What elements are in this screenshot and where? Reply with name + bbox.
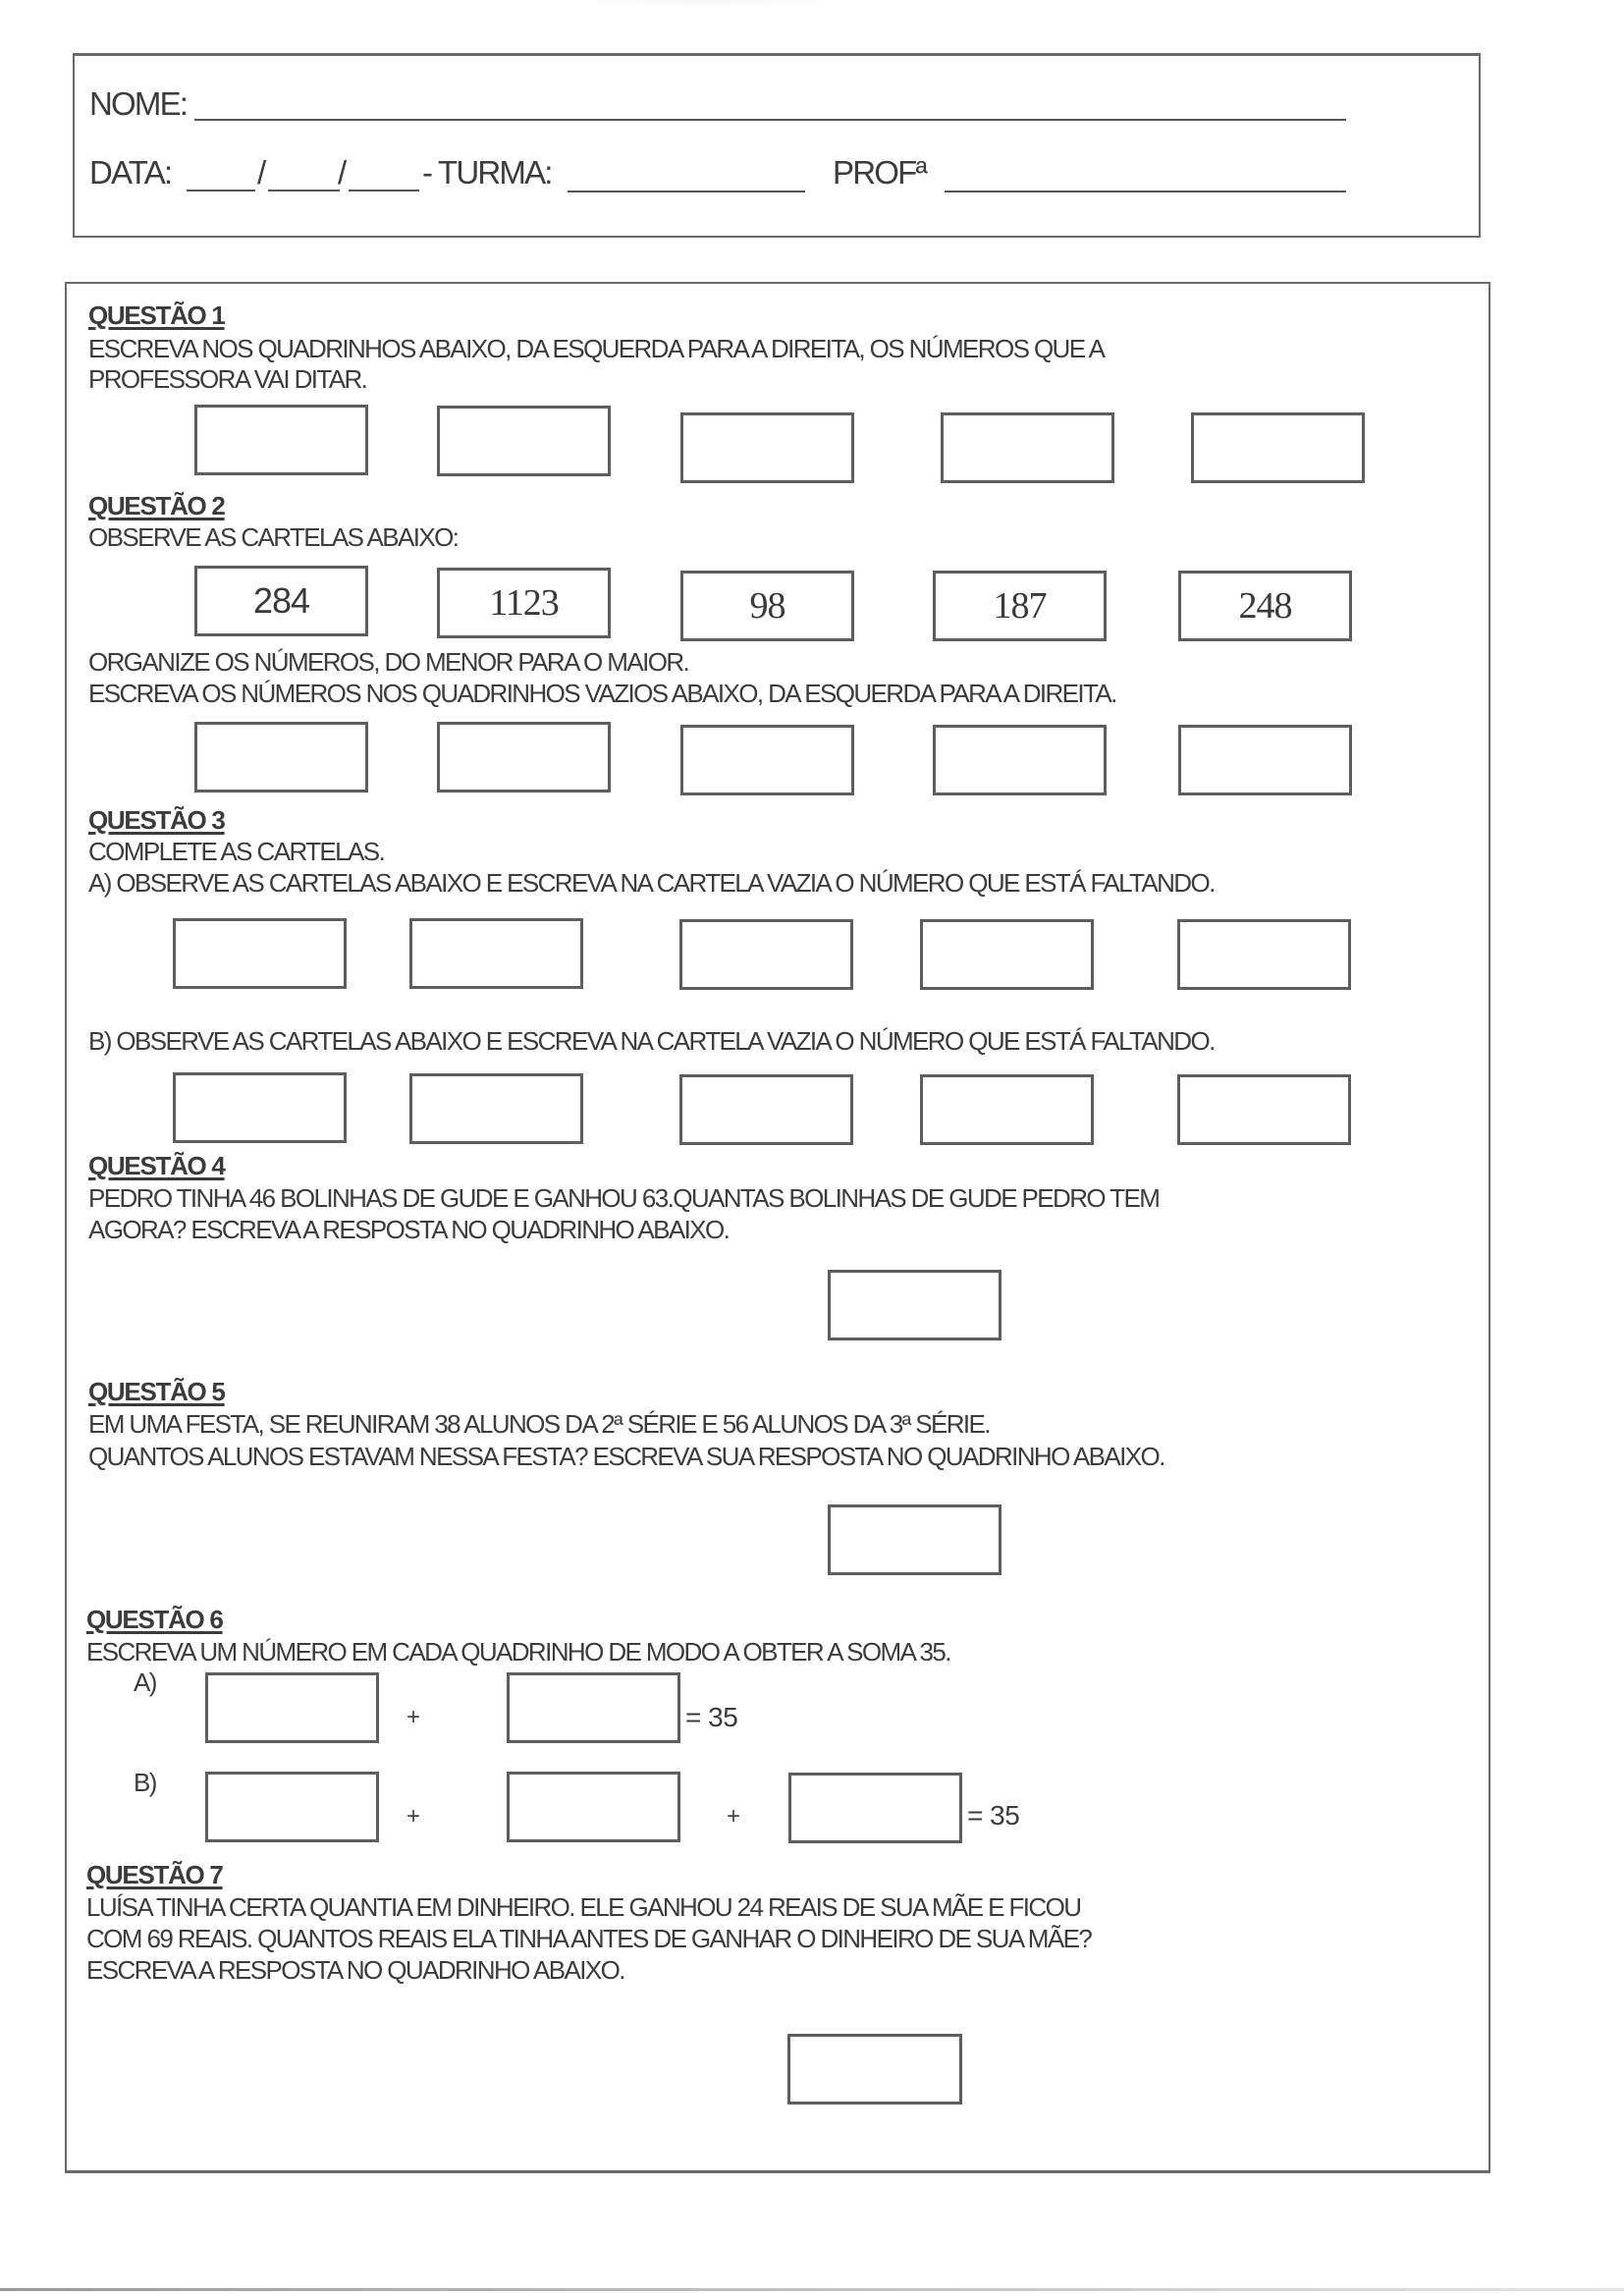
question-5-title: QUESTÃO 5: [88, 1377, 225, 1406]
plus-sign: +: [406, 1704, 421, 1730]
scan-edge-line: [0, 2288, 1624, 2291]
question-5-text: QUANTOS ALUNOS ESTAVAM NESSA FESTA? ESCREVA SUA RESPOSTA NO QUADRINHO ABAIXO.: [88, 1442, 1164, 1471]
date-separator: /: [338, 154, 346, 191]
q3a-box-3[interactable]: [679, 919, 853, 990]
card-number: 98: [749, 585, 785, 627]
q1-answer-box-2[interactable]: [437, 406, 611, 476]
q3b-box-5[interactable]: [1177, 1074, 1351, 1145]
question-6-title: QUESTÃO 6: [86, 1605, 223, 1634]
date-separator: /: [257, 154, 265, 191]
q6a-label: A): [134, 1667, 156, 1697]
question-5-text: EM UMA FESTA, SE REUNIRAM 38 ALUNOS DA 2ª SÉRIE E 56 ALUNOS DA 3ª SÉRIE.: [88, 1409, 990, 1439]
q1-answer-box-5[interactable]: [1191, 412, 1365, 483]
q3b-box-1[interactable]: [173, 1072, 347, 1143]
question-7-text: ESCREVA A RESPOSTA NO QUADRINHO ABAIXO.: [86, 1955, 624, 1985]
q3b-box-2[interactable]: [409, 1073, 583, 1144]
question-2-text: OBSERVE AS CARTELAS ABAIXO:: [88, 522, 459, 552]
q2-answer-box-4[interactable]: [933, 725, 1107, 795]
q2-card-1: [194, 566, 368, 636]
nome-field[interactable]: [194, 119, 1346, 121]
question-4-text: AGORA? ESCREVA A RESPOSTA NO QUADRINHO ABAIXO.: [88, 1215, 730, 1244]
q2-answer-box-2[interactable]: [437, 722, 611, 793]
equals-35: = 35: [967, 1800, 1020, 1831]
question-4-text: PEDRO TINHA 46 BOLINHAS DE GUDE E GANHOU 63.QUANTAS BOLINHAS DE GUDE PEDRO TEM: [88, 1183, 1160, 1213]
q7-answer-box[interactable]: [787, 2034, 962, 2105]
q3b-box-4[interactable]: [920, 1074, 1094, 1145]
card-number: 1123: [489, 582, 559, 624]
question-7-title: QUESTÃO 7: [86, 1860, 223, 1889]
q2-card-2: [437, 568, 611, 638]
date-month-field[interactable]: [268, 190, 340, 191]
q3a-box-1[interactable]: [173, 918, 347, 989]
equals-35: = 35: [685, 1702, 738, 1732]
q6a-box-2[interactable]: [507, 1672, 680, 1743]
card-number: 248: [1238, 585, 1292, 627]
question-7-text: COM 69 REAIS. QUANTOS REAIS ELA TINHA ANTES DE GANHAR O DINHEIRO DE SUA MÃE?: [86, 1924, 1092, 1953]
q6a-box-1[interactable]: [205, 1672, 379, 1743]
q2-card-4: [933, 571, 1107, 641]
q3a-box-5[interactable]: [1177, 919, 1351, 990]
question-1-text: PROFESSORA VAI DITAR.: [88, 364, 367, 394]
scan-smudge: [550, 0, 864, 10]
turma-label: - TURMA:: [422, 154, 552, 191]
q4-answer-box[interactable]: [828, 1270, 1001, 1340]
nome-label: NOME:: [89, 85, 188, 122]
question-4-title: QUESTÃO 4: [88, 1151, 225, 1180]
card-number: 284: [252, 580, 310, 621]
q6b-box-2[interactable]: [507, 1772, 680, 1842]
question-6-text: ESCREVA UM NÚMERO EM CADA QUADRINHO DE MODO A OBTER A SOMA 35.: [86, 1637, 950, 1667]
q6b-box-1[interactable]: [205, 1772, 379, 1842]
question-2-instruction: ORGANIZE OS NÚMEROS, DO MENOR PARA O MAIOR.: [88, 647, 689, 677]
q3b-box-3[interactable]: [679, 1074, 853, 1145]
question-3a-text: A) OBSERVE AS CARTELAS ABAIXO E ESCREVA NA CARTELA VAZIA O NÚMERO QUE ESTÁ FALTANDO.: [88, 868, 1215, 898]
data-label: DATA:: [89, 154, 172, 191]
q2-answer-box-1[interactable]: [194, 722, 368, 793]
prof-label: PROFª: [833, 154, 926, 191]
turma-field[interactable]: [568, 191, 805, 192]
plus-sign: +: [406, 1803, 421, 1830]
prof-field[interactable]: [945, 191, 1346, 192]
q6b-box-3[interactable]: [788, 1773, 962, 1843]
question-2-title: QUESTÃO 2: [88, 491, 225, 520]
q2-answer-box-5[interactable]: [1178, 725, 1352, 795]
plus-sign: +: [727, 1803, 741, 1830]
q3a-box-4[interactable]: [920, 919, 1094, 990]
date-day-field[interactable]: [187, 190, 255, 191]
q6b-label: B): [134, 1768, 156, 1797]
date-year-field[interactable]: [349, 190, 419, 191]
question-7-text: LUÍSA TINHA CERTA QUANTIA EM DINHEIRO. ELE GANHOU 24 REAIS DE SUA MÃE E FICOU: [86, 1892, 1081, 1922]
question-3-title: QUESTÃO 3: [88, 805, 225, 835]
question-2-instruction: ESCREVA OS NÚMEROS NOS QUADRINHOS VAZIOS ABAIXO, DA ESQUERDA PARA A DIREITA.: [88, 679, 1116, 708]
q1-answer-box-4[interactable]: [941, 412, 1114, 483]
card-number: 187: [993, 585, 1047, 627]
q3a-box-2[interactable]: [409, 918, 583, 989]
question-3-text: COMPLETE AS CARTELAS.: [88, 837, 385, 866]
q5-answer-box[interactable]: [828, 1504, 1001, 1575]
q2-card-5: [1178, 571, 1352, 641]
question-3b-text: B) OBSERVE AS CARTELAS ABAIXO E ESCREVA NA CARTELA VAZIA O NÚMERO QUE ESTÁ FALTANDO.: [88, 1026, 1215, 1056]
q2-answer-box-3[interactable]: [680, 725, 854, 795]
q1-answer-box-1[interactable]: [194, 405, 368, 475]
student-info-frame: [73, 53, 1481, 238]
q1-answer-box-3[interactable]: [680, 412, 854, 483]
q2-card-3: [680, 571, 854, 641]
question-1-title: QUESTÃO 1: [88, 301, 225, 330]
question-1-text: ESCREVA NOS QUADRINHOS ABAIXO, DA ESQUERDA PARA A DIREITA, OS NÚMEROS QUE A: [88, 334, 1105, 363]
